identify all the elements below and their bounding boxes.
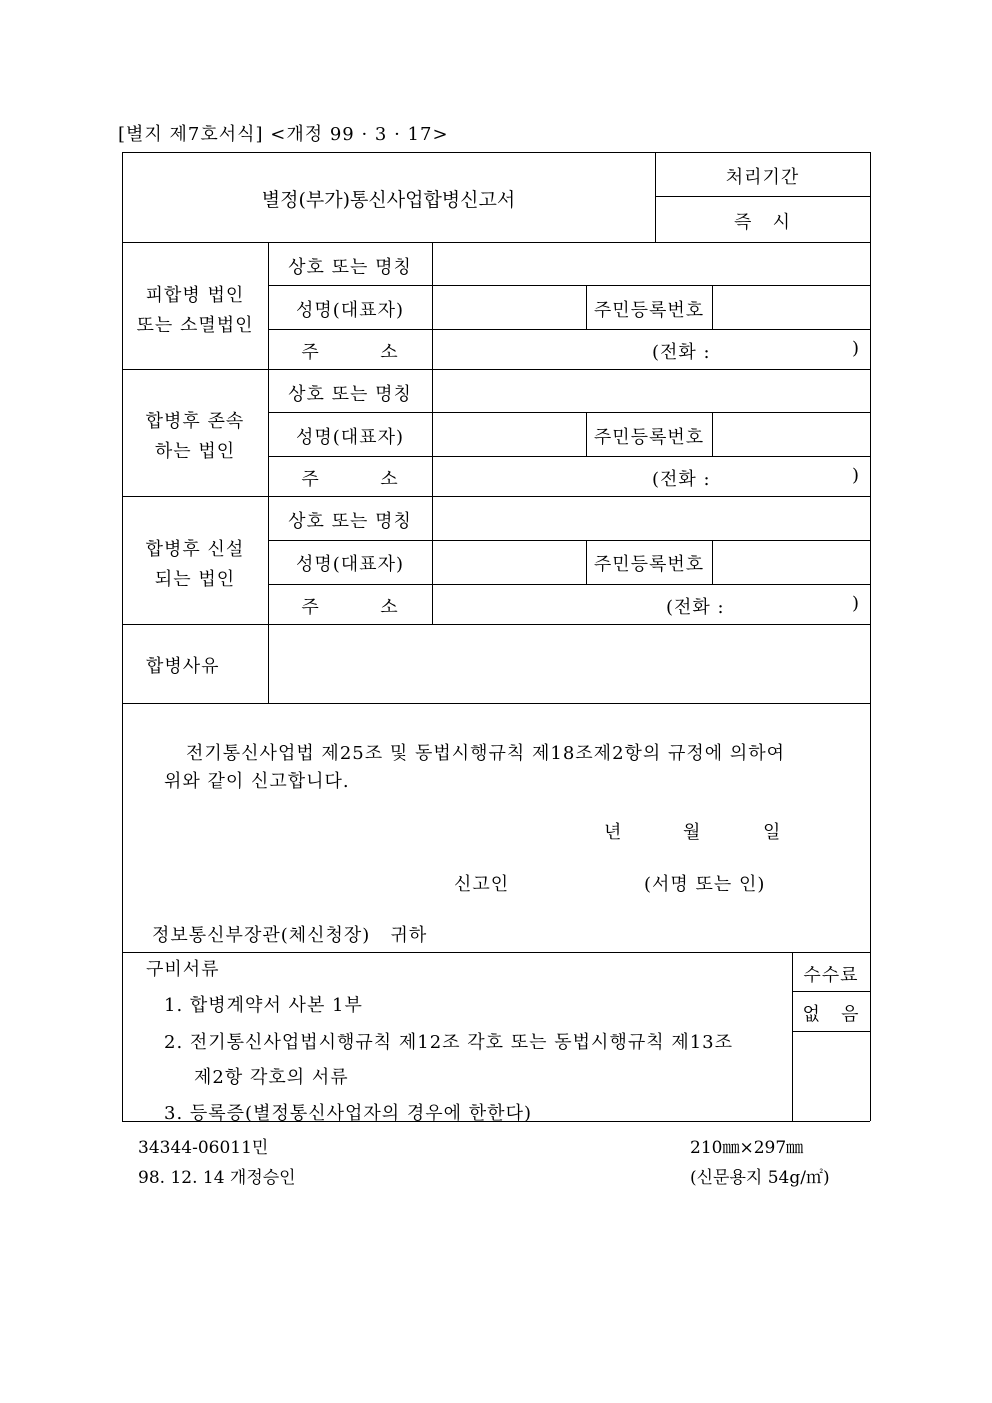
- section-2-phone: (전화 :: [652, 469, 711, 490]
- merger-reason-label: 합병사유: [146, 656, 220, 677]
- section-2-label-line2: 하는 법인: [154, 441, 236, 462]
- section-2-label-line1: 합병후 존속: [145, 411, 245, 432]
- documents-item-2a: 2. 전기통신사업법시행규칙 제12조 각호 또는 동법시행규칙 제13조: [164, 1032, 734, 1053]
- documents-title: 구비서류: [146, 959, 220, 980]
- documents-item-3: 3. 등록증(별정통신사업자의 경우에 한한다): [164, 1103, 532, 1124]
- paper-size: 210㎜×297㎜: [690, 1138, 804, 1158]
- recipient: 정보통신부장관(체신청장) 귀하: [152, 925, 428, 946]
- section-2-addr-label: 주 소: [301, 469, 399, 490]
- form-code: 34344-06011민: [138, 1138, 269, 1158]
- fee-label: 수수료: [803, 965, 859, 986]
- section-1-addr-label: 주 소: [301, 342, 399, 363]
- fee-value: 없 음: [802, 1004, 860, 1025]
- signature-label: (서명 또는 인): [644, 874, 766, 895]
- section-2-reg-label: 주민등록번호: [593, 427, 705, 448]
- section-1-label-line1: 피합병 법인: [145, 285, 245, 306]
- paper-type: (신문용지 54g/㎡): [690, 1168, 830, 1188]
- section-2-phone-close: ): [852, 465, 861, 486]
- documents-item-1: 1. 합병계약서 사본 1부: [164, 995, 363, 1016]
- section-1-phone-close: ): [852, 338, 861, 359]
- date-month: 월: [683, 822, 702, 843]
- section-3-name-label: 상호 또는 명칭: [288, 511, 412, 532]
- date-year: 년: [604, 822, 623, 843]
- form-title: 별정(부가)통신사업합병신고서: [261, 189, 516, 211]
- processing-period-value: 즉 시: [734, 212, 791, 233]
- form-number: [별지 제7호서식] <개정 99 · 3 · 17>: [118, 124, 449, 145]
- processing-period-label: 처리기간: [725, 167, 800, 188]
- section-3-phone: (전화 :: [666, 597, 725, 618]
- section-3-rep-label: 성명(대표자): [296, 554, 404, 575]
- declaration-line1: 전기통신사업법 제25조 및 동법시행규칙 제18조제2항의 규정에 의하여: [186, 743, 786, 764]
- reporter-label: 신고인: [454, 874, 510, 895]
- section-1-rep-label: 성명(대표자): [296, 300, 404, 321]
- section-2-name-label: 상호 또는 명칭: [288, 384, 412, 405]
- section-1-name-label: 상호 또는 명칭: [288, 257, 412, 278]
- date-day: 일: [763, 822, 782, 843]
- declaration-line2: 위와 같이 신고합니다.: [164, 771, 350, 792]
- section-1-label-line2: 또는 소멸법인: [136, 315, 254, 336]
- section-1-reg-label: 주민등록번호: [593, 300, 705, 321]
- section-1-phone: (전화 :: [652, 342, 711, 363]
- section-3-addr-label: 주 소: [301, 597, 399, 618]
- section-3-label-line1: 합병후 신설: [145, 539, 245, 560]
- section-2-rep-label: 성명(대표자): [296, 427, 404, 448]
- section-3-reg-label: 주민등록번호: [593, 554, 705, 575]
- section-3-label-line2: 되는 법인: [154, 569, 236, 590]
- section-3-phone-close: ): [852, 593, 861, 614]
- approval-date: 98. 12. 14 개정승인: [138, 1168, 296, 1188]
- documents-item-2b: 제2항 각호의 서류: [194, 1067, 349, 1088]
